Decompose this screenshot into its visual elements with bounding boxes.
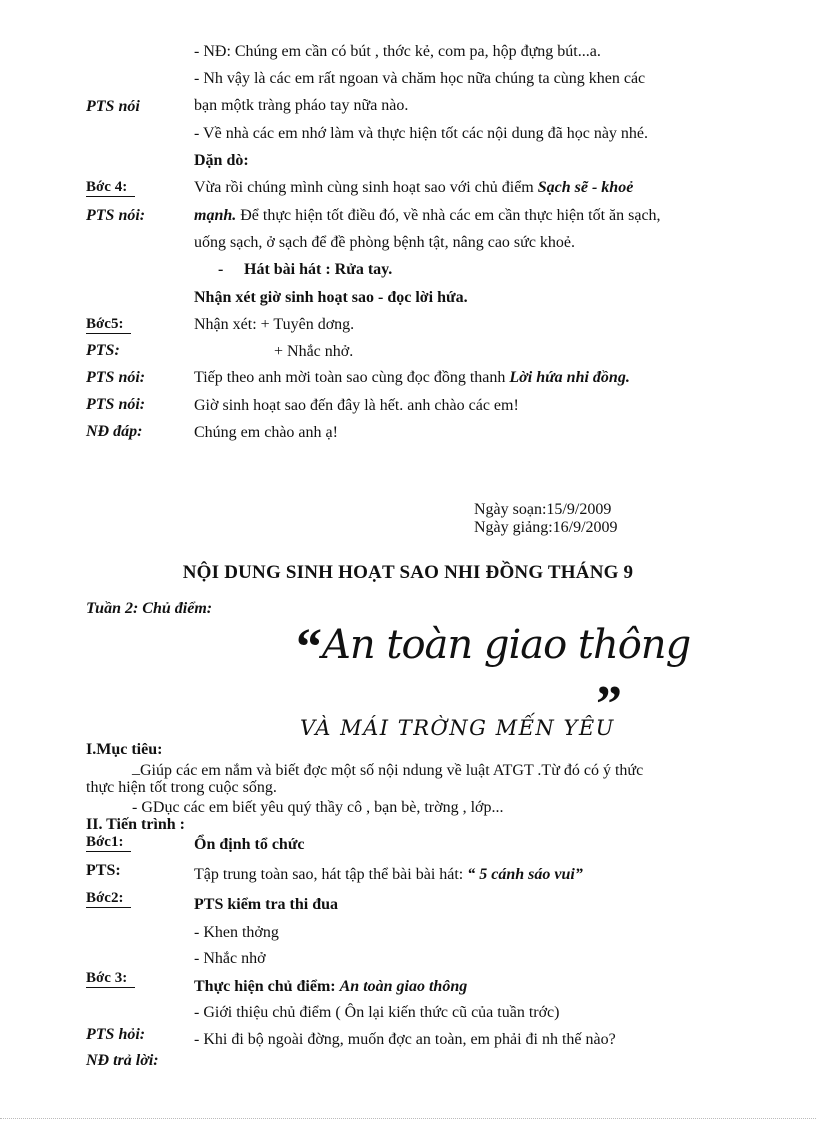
step-label [86,890,131,908]
week-theme-label: Tuần 2: Chủ điểm: [86,600,213,617]
step-label-text: Bớc1: [86,834,131,852]
dash: - [218,261,224,278]
section-heading: Nhận xét giờ sinh hoạt sao - đọc lời hứa. [194,289,468,306]
text-span: Tiếp theo anh mời toàn sao cùng đọc đồng thanh [194,369,510,386]
section-heading: II. Tiến trình : [86,816,185,833]
step-label [86,179,135,197]
step-title: PTS kiểm tra thi đua [194,896,339,913]
text-line: - Khen thởng [194,924,279,941]
date-taught: Ngày giảng:16/9/2009 [474,519,618,536]
speaker-label: PTS nói: [86,207,146,224]
step-label-text: Bớc2: [86,890,131,908]
section-heading: Dặn dò: [194,152,249,169]
text-line [194,207,661,225]
text-line: - NĐ: Chúng em cần có bút , thớc kẻ, com pa, hộp đựng bút...a. [194,43,601,60]
speaker-label: PTS: [86,862,121,879]
text-line: Nhận xét: + Tuyên dơng. [194,316,355,333]
step-label-text: Bớc 4: [86,179,135,197]
text-span: Để thực hiện tốt điều đó, về nhà các em cần thực hiện tốt ăn sạch, [236,207,661,224]
emphasis-text: An toàn giao thông [339,978,468,995]
text-line: - Về nhà các em nhớ làm và thực hiện tốt các nội dung đã học này nhé. [194,125,649,142]
song-line: Hát bài hát : Rửa tay. [244,261,393,278]
speaker-label: NĐ trả lời: [86,1052,159,1069]
text-span: Vừa rồi chúng mình cùng sinh hoạt sao với chủ điểm [194,179,538,196]
text-span: Thực hiện chủ điểm: [194,978,340,995]
speaker-label: PTS: [86,342,120,359]
theme-line-2: VÀ MÁI TRỜNG MẾN YÊU [300,716,615,740]
song-title: “ 5 cánh sáo vui” [467,866,583,883]
speaker-label: PTS hỏi: [86,1026,146,1043]
emphasis-text: mạnh. [194,207,237,224]
theme-line-1: An toàn giao thông [322,622,691,668]
text-line: Chúng em chào anh ạ! [194,424,338,441]
speaker-label: PTS nói [86,98,140,115]
date-prepared: Ngày soạn:15/9/2009 [474,501,612,518]
emphasis-text: Lời hứa nhi đồng. [509,369,630,386]
text-line: - GDục các em biết yêu quý thầy cô , bạn bè, trờng , lớp... [132,799,504,816]
text-line [194,866,583,884]
step-label-text: Bớc 3: [86,970,135,988]
text-line: - Nh vậy là các em rất ngoan và chăm học nữa chúng ta cùng khen các [194,70,646,87]
text-line: - Giới thiệu chủ điểm ( Ôn lại kiến thức cũ của tuần trớc) [194,1004,560,1021]
text-line [194,369,630,387]
open-quote: “ [296,619,322,676]
text-line: Giúp các em nắm và biết đợc một số nội ndung về luật ATGT .Từ đó có ý thức [140,762,644,779]
text-line: bạn mộtk tràng pháo tay nữa nào. [194,97,409,114]
text-line: Giờ sinh hoạt sao đến đây là hết. anh chào các em! [194,397,519,414]
text-span: Tập trung toàn sao, hát tập thể bài bài hát: [194,866,468,883]
section-heading: I.Mục tiêu: [86,741,163,758]
speaker-label: NĐ đáp: [86,423,143,440]
page-bottom-rule [0,1118,816,1119]
step-title [194,978,467,996]
text-line: uống sạch, ở sạch để đề phòng bệnh tật, nâng cao sức khoẻ. [194,234,576,251]
close-quote: ” [596,676,622,733]
step-label [86,834,131,852]
text-line: - Nhắc nhở [194,950,266,967]
step-label [86,316,131,334]
text-line [194,179,633,197]
text-line: + Nhắc nhở. [274,343,354,360]
step-label-text: Bớc5: [86,316,131,334]
speaker-label: PTS nói: [86,369,146,386]
text-line: - Khi đi bộ ngoài đờng, muốn đợc an toàn, em phải đi nh thế nào? [194,1031,616,1048]
page-title: NỘI DUNG SINH HOẠT SAO NHI ĐỒNG THÁNG 9 [182,562,634,583]
emphasis-text: Sạch sẽ - khoẻ [537,179,634,196]
step-title: Ổn định tổ chức [194,836,305,853]
step-label [86,970,135,988]
speaker-label: PTS nói: [86,396,146,413]
text-line: thực hiện tốt trong cuộc sống. [86,779,277,796]
dash: _ [132,760,140,777]
